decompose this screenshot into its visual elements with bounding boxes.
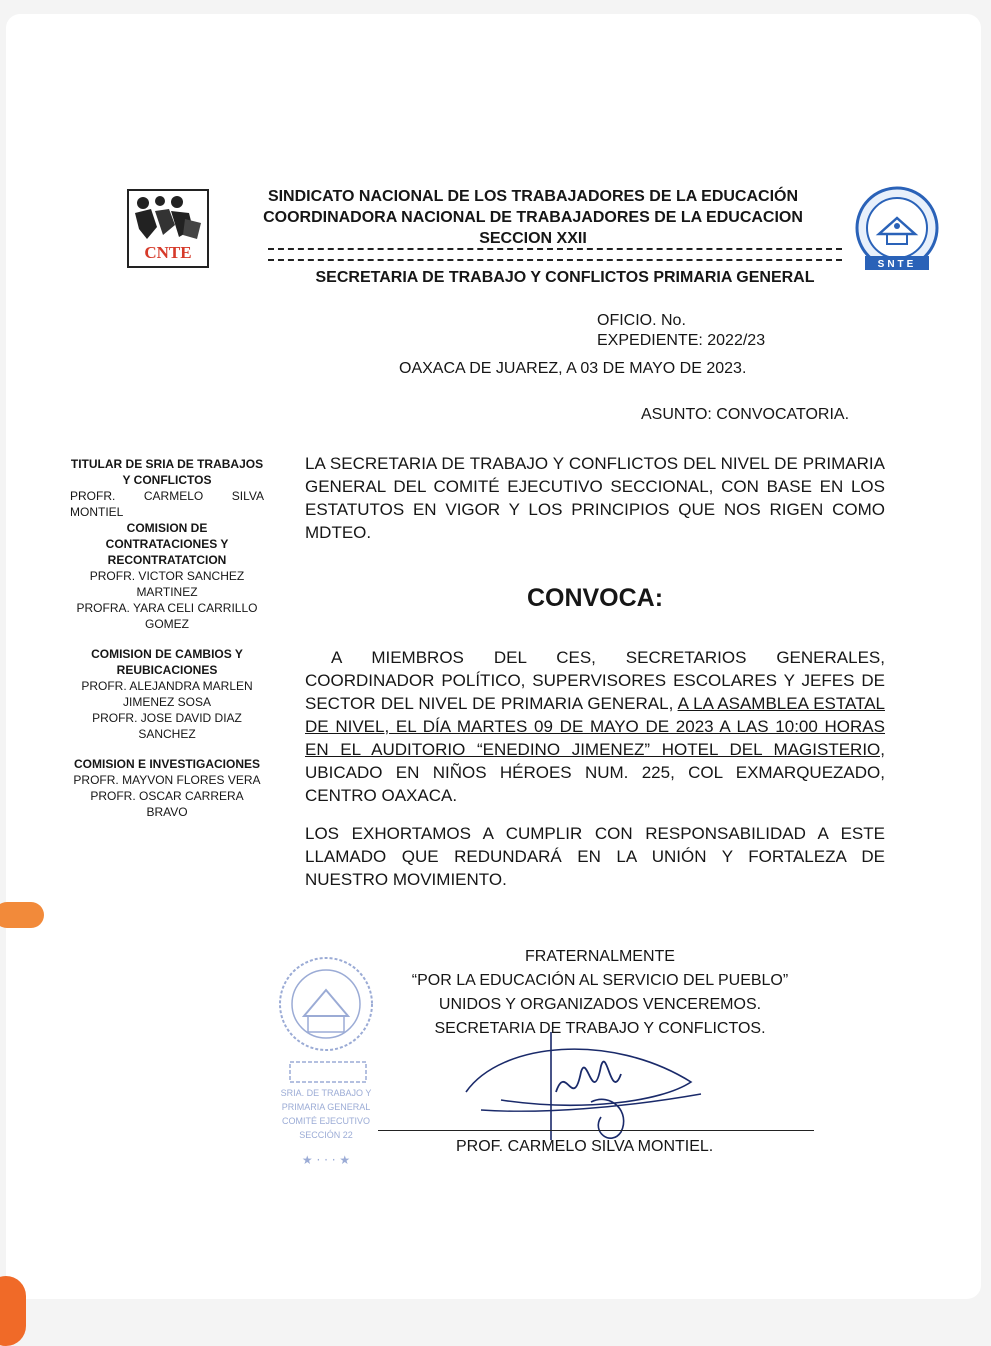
group-title-cambios: COMISION DE CAMBIOS Y REUBICACIONES (91, 647, 243, 677)
closing-line-3: UNIDOS Y ORGANIZADOS VENCEREMOS. (438, 996, 762, 1013)
header-divider (268, 248, 842, 261)
exhortation-paragraph: LOS EXHORTAMOS A CUMPLIR CON RESPONSABILIDAD A ESTE LLAMADO QUE REDUNDARÁ EN LA UNIÓN Y FORTALEZA DE NUESTRO MOVIMIENTO. (305, 824, 885, 889)
secretariat-title: SECRETARIA DE TRABAJO Y CONFLICTOS PRIMARIA GENERAL (315, 269, 815, 286)
convocation-paragraph (305, 646, 885, 807)
signature-line (378, 1130, 814, 1131)
convocation-details: A LA ASAMBLEA ESTATAL DE NIVEL, EL DÍA MARTES 09 DE MAYO DE 2023 A LAS 10:00 HORAS EN EL AUDITORIO “ENEDINO JIMENEZ” HOTEL DEL MAGISTERIO, (305, 694, 885, 759)
header-line-1: SINDICATO NACIONAL DE LOS TRABAJADORES DE LA EDUCACIÓN (267, 188, 799, 205)
closing-line-2: “POR LA EDUCACIÓN AL SERVICIO DEL PUEBLO” (411, 972, 789, 989)
expediente: EXPEDIENTE: 2022/23 (597, 332, 766, 349)
group-title-investigaciones: COMISION E INVESTIGACIONES (73, 757, 261, 771)
closing-line-4: SECRETARIA DE TRABAJO Y CONFLICTOS. (434, 1020, 766, 1037)
header-line-2: COORDINADORA NACIONAL DE TRABAJADORES DE LA EDUCACION (263, 209, 803, 226)
cnte-logo-text: CNTE (144, 243, 192, 262)
orange-corner-tab (0, 1276, 26, 1346)
member-name: PROFR. VICTOR SANCHEZ MARTINEZ (89, 569, 245, 599)
snte-logo-icon (851, 184, 943, 276)
stamp-text: SECCIÓN 22 (299, 1130, 353, 1140)
sidebar-committee (70, 456, 264, 820)
member-name: PROFR. MAYVON FLORES VERA (73, 773, 261, 787)
member-name: PROFR. JOSE DAVID DIAZ SANCHEZ (92, 711, 242, 741)
member-name: PROFR. ALEJANDRA MARLEN JIMENEZ SOSA (81, 679, 253, 709)
snte-logo-text: SNTE (877, 259, 917, 270)
document-page (6, 14, 981, 1299)
member-name: PROFR. OSCAR CARRERA BRAVO (90, 789, 244, 819)
orange-side-tab (0, 902, 44, 928)
handwritten-signature (461, 1022, 706, 1157)
place-date: OAXACA DE JUAREZ, A 03 DE MAYO DE 2023. (399, 360, 747, 377)
header-line-3: SECCION XXII (479, 230, 587, 247)
oficio-number: OFICIO. No. (597, 312, 686, 329)
asunto: ASUNTO: CONVOCATORIA. (641, 406, 850, 423)
group-title-titular: TITULAR DE SRIA DE TRABAJOS Y CONFLICTOS (70, 457, 264, 487)
cnte-logo-icon (127, 189, 209, 268)
closing-line-1: FRATERNALMENTE (525, 948, 675, 965)
convocation-location: UBICADO EN NIÑOS HÉROES NUM. 225, COL EXMARQUEZADO, CENTRO OAXACA. (305, 763, 885, 805)
stamp-text: SRIA. DE TRABAJO Y (280, 1088, 372, 1098)
signer-name: PROF. CARMELO SILVA MONTIEL. (456, 1138, 714, 1155)
group-title-contrataciones: COMISION DE CONTRATACIONES Y RECONTRATATCION (105, 521, 229, 567)
stamp-text: COMITÉ EJECUTIVO (281, 1116, 371, 1126)
stamp-text: PRIMARIA GENERAL (281, 1102, 371, 1112)
svg-text:★ · · · ★: ★ · · · ★ (301, 1153, 351, 1167)
member-name: PROFR. CARMELO SILVA MONTIEL (70, 489, 264, 519)
header-block (228, 186, 838, 249)
convoca-heading: CONVOCA: (526, 584, 664, 612)
convocation-start: A MIEMBROS DEL CES, SECRETARIOS GENERALES, COORDINADOR POLÍTICO, SUPERVISORES ESCOLARES Y JEFES DE SECTOR DEL NIVEL DE PRIMARIA GENERAL, (305, 648, 885, 713)
intro-paragraph: LA SECRETARIA DE TRABAJO Y CONFLICTOS DEL NIVEL DE PRIMARIA GENERAL DEL COMITÉ EJECUTIVO SECCIONAL, CON BASE EN LOS ESTATUTOS EN VIGOR Y LOS PRINCIPIOS QUE NOS RIGEN COMO MDTEO. (305, 454, 885, 542)
member-name: PROFRA. YARA CELI CARRILLO GOMEZ (76, 601, 258, 631)
